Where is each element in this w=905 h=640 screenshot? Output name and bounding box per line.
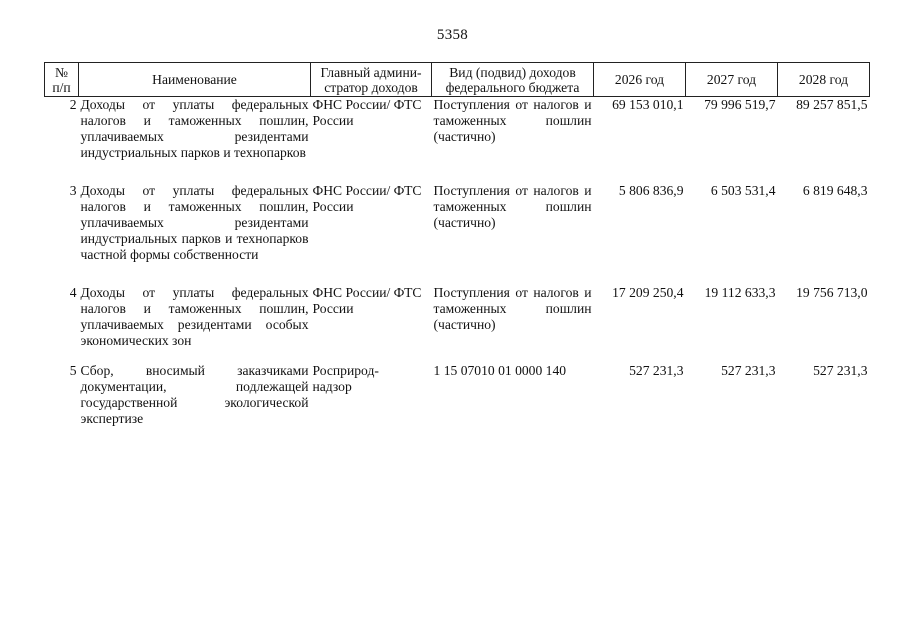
table-row [45, 97, 870, 162]
row-value-2027: 79 996 519,7 [704, 97, 776, 112]
table-header [45, 63, 870, 97]
table-row [45, 285, 870, 349]
table-row [45, 363, 870, 427]
header-year-2026: 2026 год [594, 63, 686, 97]
row-revenue-kind: 1 15 07010 01 0000 140 [433, 363, 567, 378]
row-value-2026: 17 209 250,4 [612, 285, 684, 300]
row-value-2027: 6 503 531,4 [710, 183, 776, 198]
row-value-2026: 69 153 010,1 [612, 97, 684, 112]
row-value-2028: 89 257 851,5 [796, 97, 868, 112]
page-number: 5358 [436, 27, 469, 43]
row-spacer [45, 161, 870, 183]
row-name: Доходы от уплаты федеральных налогов и таможенных пошлин, уплачиваемых резидентами индустриальных парков и технопарков [80, 97, 309, 160]
row-name: Доходы от уплаты федеральных налогов и таможенных пошлин, уплачиваемых резидентами индустриальных парков и технопарков частной формы собственности [80, 183, 309, 262]
spacer-cell [45, 263, 870, 285]
row-value-2026: 5 806 836,9 [618, 183, 684, 198]
row-value-2028: 527 231,3 [813, 363, 868, 378]
header-number: № п/п [45, 63, 79, 97]
row-name: Сбор, вносимый заказчиками документации, подлежащей государственной экологической экспертизе [80, 363, 309, 426]
header-year-2028: 2028 год [778, 63, 870, 97]
row-number: 3 [69, 183, 77, 198]
row-value-2028: 6 819 648,3 [802, 183, 868, 198]
header-name: Наименование [79, 63, 311, 97]
row-revenue-kind: Поступления от налогов и таможенных пошлин (частично) [433, 285, 592, 332]
row-administrator: ФНС России/ ФТС России [312, 97, 422, 128]
row-value-2027: 527 231,3 [721, 363, 776, 378]
row-administrator: Росприрод- надзор [312, 363, 379, 394]
row-spacer [45, 349, 870, 363]
spacer-cell [45, 349, 870, 363]
row-value-2028: 19 756 713,0 [796, 285, 868, 300]
header-row [45, 63, 870, 97]
row-number: 2 [69, 97, 77, 112]
row-revenue-kind: Поступления от налогов и таможенных пошлин (частично) [433, 97, 592, 144]
row-value-2026: 527 231,3 [629, 363, 684, 378]
row-name: Доходы от уплаты федеральных налогов и таможенных пошлин, уплачиваемых резидентами особых экономических зон [80, 285, 309, 348]
row-number: 4 [69, 285, 77, 300]
row-value-2027: 19 112 633,3 [704, 285, 776, 300]
table-body [45, 97, 870, 428]
budget-revenue-table [44, 62, 870, 427]
table-row [45, 183, 870, 263]
row-revenue-kind: Поступления от налогов и таможенных пошлин (частично) [433, 183, 592, 230]
row-administrator: ФНС России/ ФТС России [312, 285, 422, 316]
row-spacer [45, 263, 870, 285]
row-administrator: ФНС России/ ФТС России [312, 183, 422, 214]
row-number: 5 [69, 363, 77, 378]
header-administrator: Главный админи- стратор доходов [311, 63, 432, 97]
spacer-cell [45, 161, 870, 183]
header-year-2027: 2027 год [686, 63, 778, 97]
header-revenue-kind: Вид (подвид) доходов федерального бюджета [432, 63, 594, 97]
